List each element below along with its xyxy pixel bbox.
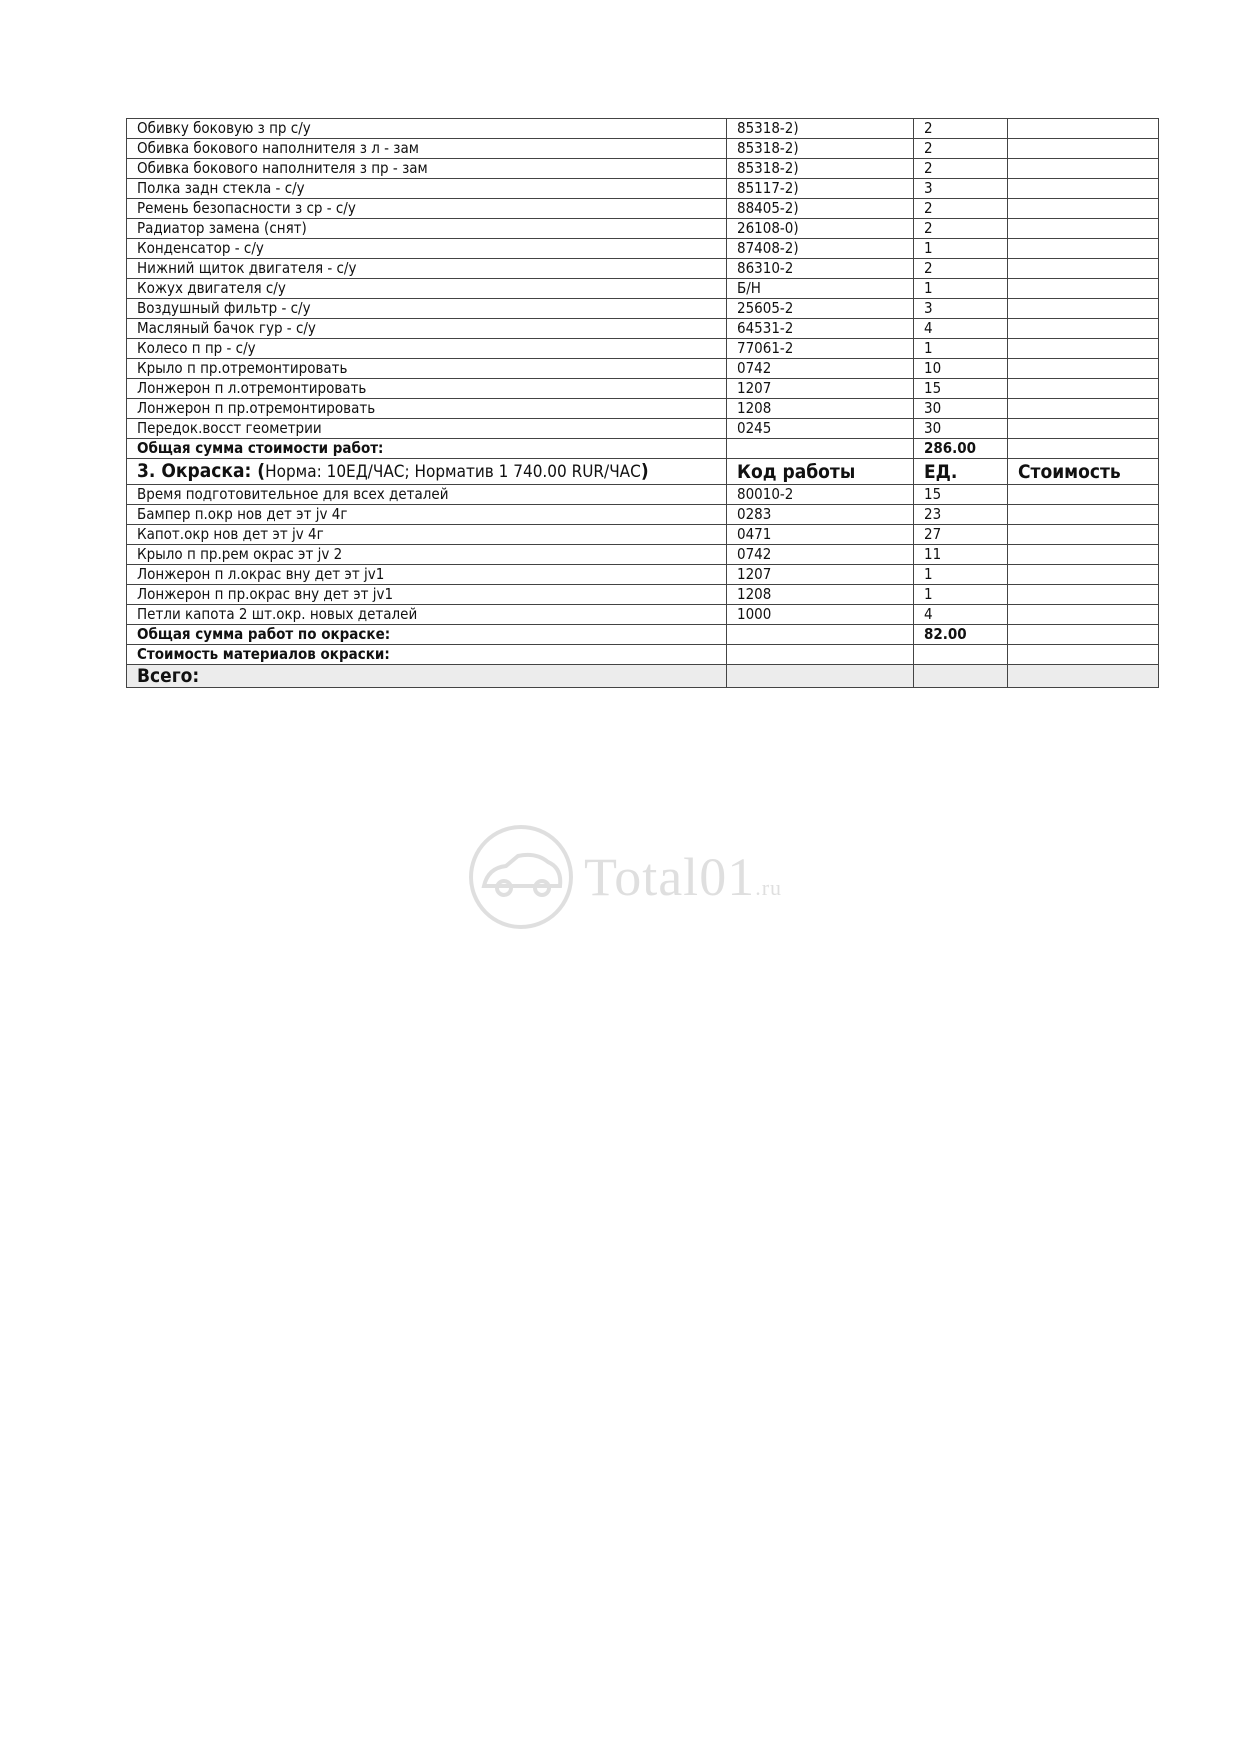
row-units: 2 — [914, 219, 1008, 239]
work-total-units: 286.00 — [914, 439, 1008, 459]
row-units: 10 — [914, 359, 1008, 379]
table-row — [127, 179, 1159, 199]
row-code: 86310-2 — [727, 259, 914, 279]
row-code: 64531-2 — [727, 319, 914, 339]
row-cost — [1008, 319, 1159, 339]
row-cost — [1008, 239, 1159, 259]
table-row — [127, 419, 1159, 439]
row-code: 80010-2 — [727, 485, 914, 505]
table-row — [127, 299, 1159, 319]
watermark — [466, 822, 783, 932]
watermark-domain: .ru — [755, 875, 783, 900]
row-cost — [1008, 359, 1159, 379]
row-cost — [1008, 379, 1159, 399]
paint-header-close: ) — [640, 460, 649, 482]
row-units: 2 — [914, 259, 1008, 279]
row-cost — [1008, 339, 1159, 359]
row-cost — [1008, 419, 1159, 439]
paint-total-section — [127, 625, 1159, 688]
table-row — [127, 119, 1159, 139]
row-name: Время подготовительное для всех деталей — [127, 485, 727, 505]
work-total-label: Общая сумма стоимости работ: — [127, 439, 727, 459]
materials-cost — [1008, 645, 1159, 665]
row-code: 0742 — [727, 545, 914, 565]
paint-total-cost — [1008, 625, 1159, 645]
row-code: 0245 — [727, 419, 914, 439]
table-row — [127, 199, 1159, 219]
row-code: 0471 — [727, 525, 914, 545]
row-name: Капот.окр нов дет эт jv 4г — [127, 525, 727, 545]
grand-total-units — [914, 665, 1008, 688]
row-units: 27 — [914, 525, 1008, 545]
row-units: 2 — [914, 199, 1008, 219]
row-units: 1 — [914, 279, 1008, 299]
row-name: Радиатор замена (снят) — [127, 219, 727, 239]
row-cost — [1008, 545, 1159, 565]
row-name: Обивку боковую з пр с/у — [127, 119, 727, 139]
row-units: 15 — [914, 485, 1008, 505]
watermark-brand: Total01 — [584, 847, 756, 907]
row-name: Лонжерон п л.окрас вну дет эт jv1 — [127, 565, 727, 585]
row-cost — [1008, 299, 1159, 319]
row-units: 3 — [914, 179, 1008, 199]
row-name: Кожух двигателя с/у — [127, 279, 727, 299]
grand-total-label: Всего: — [127, 665, 727, 688]
materials-label: Стоимость материалов окраски: — [127, 645, 727, 665]
row-name: Обивка бокового наполнителя з пр - зам — [127, 159, 727, 179]
table-row — [127, 399, 1159, 419]
row-name: Конденсатор - с/у — [127, 239, 727, 259]
row-units: 11 — [914, 545, 1008, 565]
work-rows — [127, 119, 1159, 439]
row-units: 3 — [914, 299, 1008, 319]
table-row — [127, 339, 1159, 359]
grand-total-row — [127, 665, 1159, 688]
col-code-header: Код работы — [727, 459, 914, 485]
row-code: 1207 — [727, 565, 914, 585]
row-code: 85318-2) — [727, 159, 914, 179]
row-units: 2 — [914, 159, 1008, 179]
row-cost — [1008, 139, 1159, 159]
paint-section-title: 3. Окраска: ( — [137, 460, 266, 482]
table-row — [127, 485, 1159, 505]
row-name: Воздушный фильтр - с/у — [127, 299, 727, 319]
row-units: 4 — [914, 605, 1008, 625]
row-name: Петли капота 2 шт.окр. новых деталей — [127, 605, 727, 625]
row-cost — [1008, 119, 1159, 139]
materials-code — [727, 645, 914, 665]
row-name: Колесо п пр - с/у — [127, 339, 727, 359]
table-row — [127, 239, 1159, 259]
table-row — [127, 359, 1159, 379]
row-cost — [1008, 199, 1159, 219]
row-name: Обивка бокового наполнителя з л - зам — [127, 139, 727, 159]
row-units: 30 — [914, 399, 1008, 419]
row-units: 1 — [914, 239, 1008, 259]
row-name: Масляный бачок гур - с/у — [127, 319, 727, 339]
table-row — [127, 379, 1159, 399]
row-cost — [1008, 485, 1159, 505]
row-cost — [1008, 585, 1159, 605]
table-row — [127, 565, 1159, 585]
table-row — [127, 219, 1159, 239]
paint-total-label: Общая сумма работ по окраске: — [127, 625, 727, 645]
row-code: 87408-2) — [727, 239, 914, 259]
row-code: 1208 — [727, 585, 914, 605]
paint-header-row — [127, 459, 1159, 485]
row-units: 30 — [914, 419, 1008, 439]
row-units: 1 — [914, 585, 1008, 605]
row-code: 85318-2) — [727, 139, 914, 159]
table-row — [127, 279, 1159, 299]
row-name: Лонжерон п л.отремонтировать — [127, 379, 727, 399]
row-code: 1000 — [727, 605, 914, 625]
row-units: 23 — [914, 505, 1008, 525]
watermark-text — [584, 846, 782, 908]
row-name: Лонжерон п пр.отремонтировать — [127, 399, 727, 419]
row-code: 25605-2 — [727, 299, 914, 319]
row-code: Б/Н — [727, 279, 914, 299]
row-name: Ремень безопасности з ср - с/у — [127, 199, 727, 219]
table-row — [127, 585, 1159, 605]
materials-row — [127, 645, 1159, 665]
paint-total-code — [727, 625, 914, 645]
row-cost — [1008, 279, 1159, 299]
row-name: Лонжерон п пр.окрас вну дет эт jv1 — [127, 585, 727, 605]
row-code: 88405-2) — [727, 199, 914, 219]
col-cost-header: Стоимость — [1008, 459, 1159, 485]
row-cost — [1008, 505, 1159, 525]
work-total-code — [727, 439, 914, 459]
row-code: 0283 — [727, 505, 914, 525]
row-name: Нижний щиток двигателя - с/у — [127, 259, 727, 279]
estimate-table — [126, 118, 1159, 688]
col-units-header: ЕД. — [914, 459, 1008, 485]
paint-header-title — [127, 459, 727, 485]
row-units: 2 — [914, 119, 1008, 139]
row-code: 77061-2 — [727, 339, 914, 359]
row-code: 85318-2) — [727, 119, 914, 139]
row-cost — [1008, 565, 1159, 585]
paint-total-row — [127, 625, 1159, 645]
row-code: 1208 — [727, 399, 914, 419]
row-cost — [1008, 159, 1159, 179]
grand-total-code — [727, 665, 914, 688]
table-row — [127, 605, 1159, 625]
work-total-section — [127, 439, 1159, 485]
work-total-row — [127, 439, 1159, 459]
table-row — [127, 259, 1159, 279]
work-total-cost — [1008, 439, 1159, 459]
row-cost — [1008, 259, 1159, 279]
row-code: 26108-0) — [727, 219, 914, 239]
row-cost — [1008, 605, 1159, 625]
paint-norm: Норма: 10ЕД/ЧАС; Норматив 1 740.00 RUR/ЧАС — [265, 462, 641, 482]
row-cost — [1008, 179, 1159, 199]
row-name: Крыло п пр.отремонтировать — [127, 359, 727, 379]
row-name: Крыло п пр.рем окрас эт jv 2 — [127, 545, 727, 565]
row-units: 4 — [914, 319, 1008, 339]
materials-units — [914, 645, 1008, 665]
row-cost — [1008, 399, 1159, 419]
table-row — [127, 505, 1159, 525]
row-name: Бампер п.окр нов дет эт jv 4г — [127, 505, 727, 525]
row-code: 0742 — [727, 359, 914, 379]
paint-total-units: 82.00 — [914, 625, 1008, 645]
table-row — [127, 159, 1159, 179]
row-name: Передок.восст геометрии — [127, 419, 727, 439]
table-row — [127, 139, 1159, 159]
row-cost — [1008, 525, 1159, 545]
table-row — [127, 525, 1159, 545]
row-units: 1 — [914, 565, 1008, 585]
row-units: 2 — [914, 139, 1008, 159]
paint-rows — [127, 485, 1159, 625]
row-cost — [1008, 219, 1159, 239]
car-logo-icon — [466, 822, 576, 932]
row-units: 15 — [914, 379, 1008, 399]
row-units: 1 — [914, 339, 1008, 359]
row-code: 85117-2) — [727, 179, 914, 199]
table-row — [127, 545, 1159, 565]
row-name: Полка задн стекла - с/у — [127, 179, 727, 199]
table-row — [127, 319, 1159, 339]
grand-total-cost — [1008, 665, 1159, 688]
row-code: 1207 — [727, 379, 914, 399]
